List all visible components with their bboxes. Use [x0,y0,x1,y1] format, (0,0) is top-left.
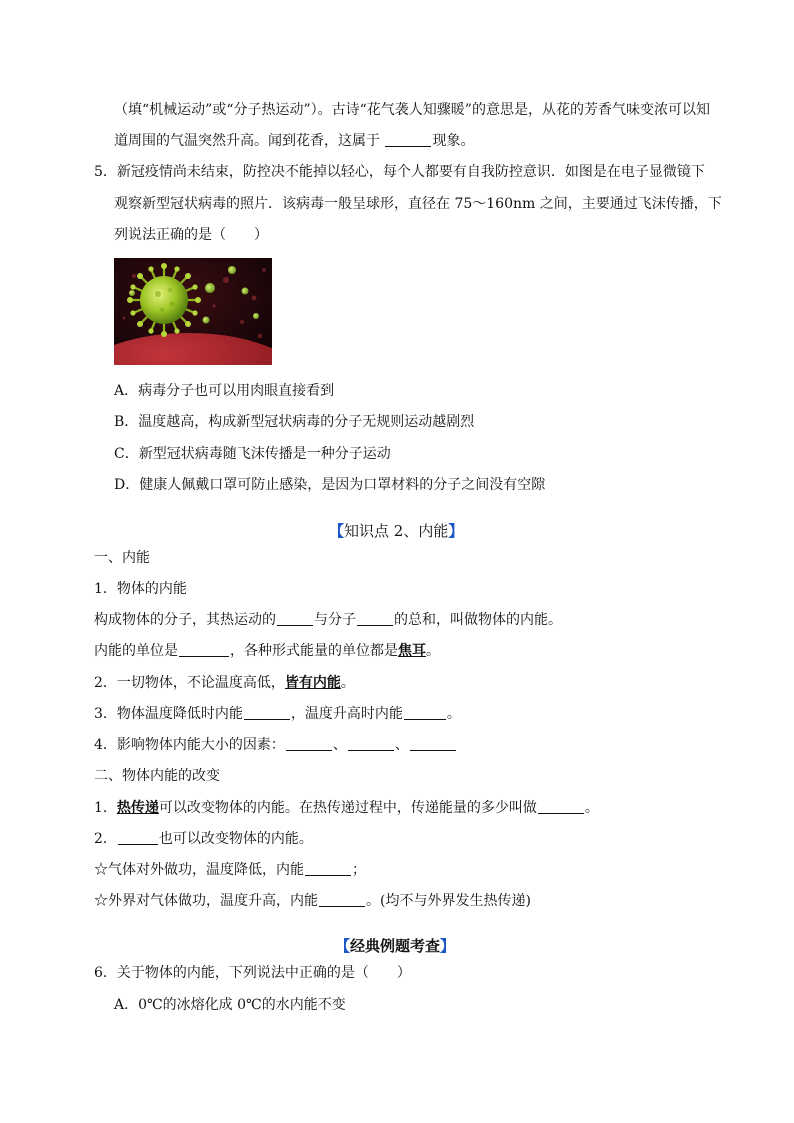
answer-blank[interactable] [179,642,229,657]
notes-unit-line [94,641,440,661]
q5-stem-line2: 观察新型冠状病毒的照片．该病毒一般呈球形，直径在 75～160nm 之间，主要通过飞沫传播，下 [114,196,722,212]
text-segment: ，温度升高时内能 [290,706,403,722]
section-bracket-right: 】 [440,937,456,955]
answer-blank[interactable] [286,736,332,751]
answer-blank[interactable] [538,799,584,814]
answer-blank[interactable] [277,611,313,626]
q5-option-c[interactable]: C．新型冠状病毒随飞沫传播是一种分子运动 [114,446,391,462]
notes-change-item-2 [94,829,313,849]
text-segment: 与分子 [314,612,356,628]
q6-option-a[interactable]: A．0℃的冰熔化成 0℃的水内能不变 [114,997,346,1013]
q5-stem-line1: 5．新冠疫情尚未结束，防控决不能掉以轻心，每个人都要有自我防控意识．如图是在电子显微镜下 [94,164,705,180]
separator: 、 [332,737,347,753]
q4-text-line2-start: 道周围的气温突然升高。闻到花香，这属于 [114,133,385,149]
text-segment: ，各种形式能量的单位都是 [230,643,398,659]
text-segment: 2． [94,831,117,847]
virus-photo [114,258,272,365]
answer-blank[interactable] [357,611,393,626]
answer-blank[interactable] [244,705,290,720]
text-segment: 。 [446,706,461,722]
notes-definition-line [94,610,562,630]
notes-star-item-2 [94,891,531,911]
section-title: 经典例题考查 [350,937,441,955]
q5-stem-line3: 列说法正确的是（ ） [114,227,268,243]
answer-blank[interactable] [348,736,394,751]
notes-item-2 [94,673,355,693]
q5-option-a[interactable]: A．病毒分子也可以用肉眼直接看到 [114,383,335,399]
text-segment: 4．影响物体内能大小的因素： [94,737,285,753]
notes-star-item-1 [94,860,366,880]
text-segment: 可以改变物体的内能。在热传递过程中，传递能量的多少叫做 [158,800,537,816]
text-segment: 3．物体温度降低时内能 [94,706,243,722]
notes-item-3 [94,704,461,724]
text-segment: ； [352,862,366,878]
section-bracket-left: 【 [329,522,345,540]
section-bracket-left: 【 [335,937,351,955]
separator: 、 [394,737,409,753]
section-heading-knowledge-2 [329,520,463,542]
q4-text-line2 [114,131,474,151]
emphasis-heat-transfer: 热传递 [116,800,159,816]
text-segment: 。(均不与外界发生热传递) [366,893,531,909]
text-segment: 1． [94,800,117,816]
answer-blank[interactable] [319,892,365,907]
text-segment: ☆外界对气体做功，温度升高，内能 [94,893,318,909]
text-segment: ☆气体对外做功，温度降低，内能 [94,862,304,878]
notes-heading-2: 二、物体内能的改变 [94,768,220,784]
section-heading-examples [335,935,455,957]
text-segment: 2．一切物体，不论温度高低， [94,675,285,691]
text-segment: 构成物体的分子，其热运动的 [94,612,276,628]
notes-item-1-title: 1．物体的内能 [94,581,187,597]
text-segment: 。 [340,675,355,691]
text-segment: 的总和，叫做物体的内能。 [394,612,562,628]
text-segment: 也可以改变物体的内能。 [158,831,313,847]
section-bracket-right: 】 [448,522,464,540]
q5-option-d[interactable]: D．健康人佩戴口罩可防止感染，是因为口罩材料的分子之间没有空隙 [114,477,546,493]
answer-blank[interactable] [118,830,158,845]
text-segment: 内能的单位是 [94,643,178,659]
q6-stem: 6．关于物体的内能，下列说法中正确的是（ ） [94,965,411,981]
answer-blank[interactable] [305,861,351,876]
section-title: 知识点 2、内能 [344,522,449,540]
notes-change-item-1 [94,798,599,818]
q4-text-line1: （填“机械运动”或“分子热运动”）。古诗“花气袭人知骤暖”的意思是，从花的芳香气味变浓可以知 [114,102,710,118]
emphasis-all-have: 皆有内能 [284,675,341,691]
text-segment: 。 [584,800,599,816]
answer-blank[interactable] [410,736,456,751]
q4-text-line2-end: 现象。 [432,133,475,149]
q5-option-b[interactable]: B．温度越高，构成新型冠状病毒的分子无规则运动越剧烈 [114,414,475,430]
notes-item-4 [94,735,457,755]
answer-blank[interactable] [404,705,446,720]
notes-heading-1: 一、内能 [94,550,150,566]
emphasis-joule: 焦耳 [398,643,426,659]
text-segment: 。 [426,643,440,659]
answer-blank[interactable] [385,132,431,147]
